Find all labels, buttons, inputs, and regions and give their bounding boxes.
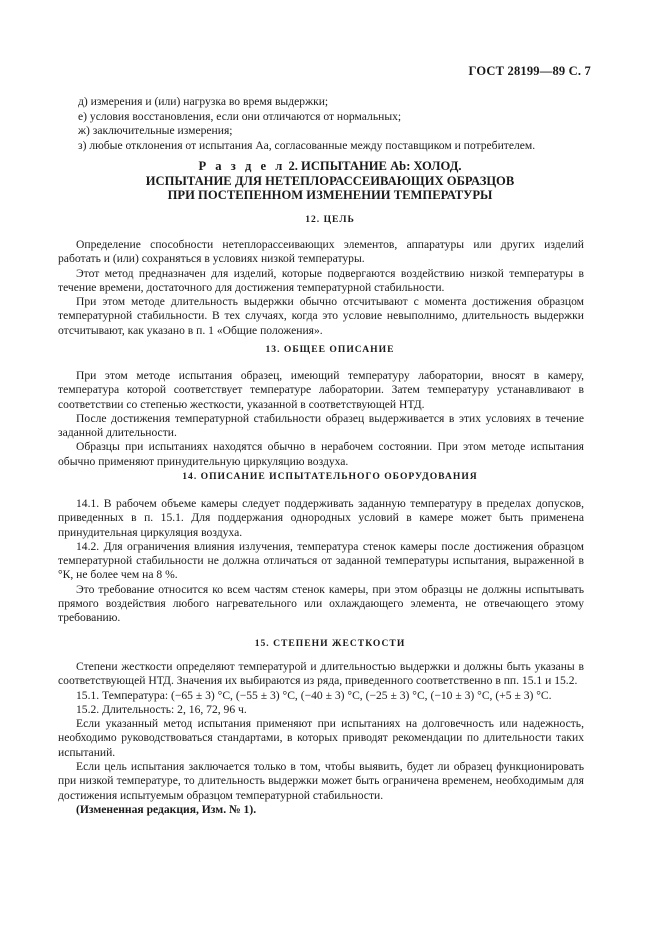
section-12-body <box>58 238 584 338</box>
heading-14: 14. ОПИСАНИЕ ИСПЫТАТЕЛЬНОГО ОБОРУДОВАНИЯ <box>182 471 478 482</box>
paragraph: Это требование относится ко всем частям стенок камеры, при этом образцы не должны испытывать прямого воздействия любого нагревательного или охлаждающего элемента, не отвечающего этому требованию. <box>58 582 584 625</box>
amendment-note: (Измененная редакция, Изм. № 1). <box>76 802 257 816</box>
list-item: д) измерения и (или) нагрузка во время выдержки; <box>78 95 329 108</box>
paragraph: Этот метод предназначен для изделий, которые подвергаются воздействию низкой температуры в течение времени, достаточного для достижения температурной стабильности. <box>58 266 584 294</box>
paragraph: После достижения температурной стабильности образец выдерживается в этих условиях в течение заданной длительности. <box>58 411 584 440</box>
section-title <box>60 159 600 203</box>
list-item: з) любые отклонения от испытания Аа, согласованные между поставщиком и потребителем. <box>78 138 536 152</box>
heading-15: 15. СТЕПЕНИ ЖЕСТКОСТИ <box>254 638 406 649</box>
requirements-list <box>78 95 598 153</box>
section-label: Р а з д е л <box>198 159 286 173</box>
list-item: е) условия восстановления, если они отличаются от нормальных; <box>78 109 402 123</box>
paragraph: Степени жесткости определяют температурой и длительностью выдержки и должны быть указаны в соответствующей НТД. Значения их выбираются из ряда, приведенного соответственно в пп. 15.1 и 15.2. <box>58 660 584 688</box>
paragraph: Если указанный метод испытания применяют при испытаниях на долговечность или надежность, необходимо руководствоваться стандартами, в которых приводят рекомендации по длительности таких испытаний. <box>58 717 584 759</box>
page-header: ГОСТ 28199—89 С. 7 <box>468 64 591 78</box>
section-15-body <box>58 660 584 817</box>
paragraph: При этом методе длительность выдержки обычно отсчитывают с момента достижения образцом температурной стабильности. В тех случаях, когда это условие невыполнимо, длительность выдержки отсчитывают, как указано в п. 1 «Общие положения». <box>58 295 584 337</box>
section-title-line1: 2. ИСПЫТАНИЕ Аb: ХОЛОД. <box>288 159 462 173</box>
section-13-body <box>58 369 584 469</box>
paragraph: Если цель испытания заключается только в том, чтобы выявить, будет ли образец функционировать при низкой температуре, то длительность выдержки может быть ограничена временем, необходимым для достижения испытуемым образцом температурной стабильности. <box>58 760 584 802</box>
paragraph: 14.2. Для ограничения влияния излучения, температура стенок камеры после достижения образцом температурной стабильности не должна отличаться от заданной температуры испытания, выраженной в °К, не более чем на 8 %. <box>58 539 584 582</box>
paragraph: 15.1. Температура: (−65 ± 3) °С, (−55 ± 3) °С, (−40 ± 3) °С, (−25 ± 3) °С, (−10 ± 3) °С, (+5 ± 3) °С. <box>76 688 552 702</box>
section-title-line2: ИСПЫТАНИЕ ДЛЯ НЕТЕПЛОРАССЕИВАЮЩИХ ОБРАЗЦОВ <box>145 173 515 188</box>
paragraph: Образцы при испытаниях находятся обычно в нерабочем состоянии. При этом методе испытания обычно применяют принудительную циркуляцию воздуха. <box>58 440 584 468</box>
heading-13: 13. ОБЩЕЕ ОПИСАНИЕ <box>265 344 395 355</box>
section-14-body <box>58 497 584 626</box>
heading-12: 12. ЦЕЛЬ <box>305 214 355 225</box>
paragraph: При этом методе испытания образец, имеющий температуру лаборатории, вносят в камеру, температура которой соответствует температуре лаборатории. Затем температуру устанавливают в соответствии со степенью жесткости, указанной в соответствующей НТД. <box>58 369 584 411</box>
paragraph: Определение способности нетеплорассеивающих элементов, аппаратуры или других изделий работать и (или) сохраняться в условиях низкой температуры. <box>58 238 584 266</box>
paragraph: 14.1. В рабочем объеме камеры следует поддерживать заданную температуру в пределах допусков, приведенных в п. 15.1. Для поддержания однородных условий в камере может быть применена принудительная циркуляция воздуха. <box>58 497 584 539</box>
list-item: ж) заключительные измерения; <box>78 124 233 137</box>
paragraph: 15.2. Длительность: 2, 16, 72, 96 ч. <box>76 702 247 716</box>
section-title-line3: ПРИ ПОСТЕПЕННОМ ИЗМЕНЕНИИ ТЕМПЕРАТУРЫ <box>167 188 493 202</box>
